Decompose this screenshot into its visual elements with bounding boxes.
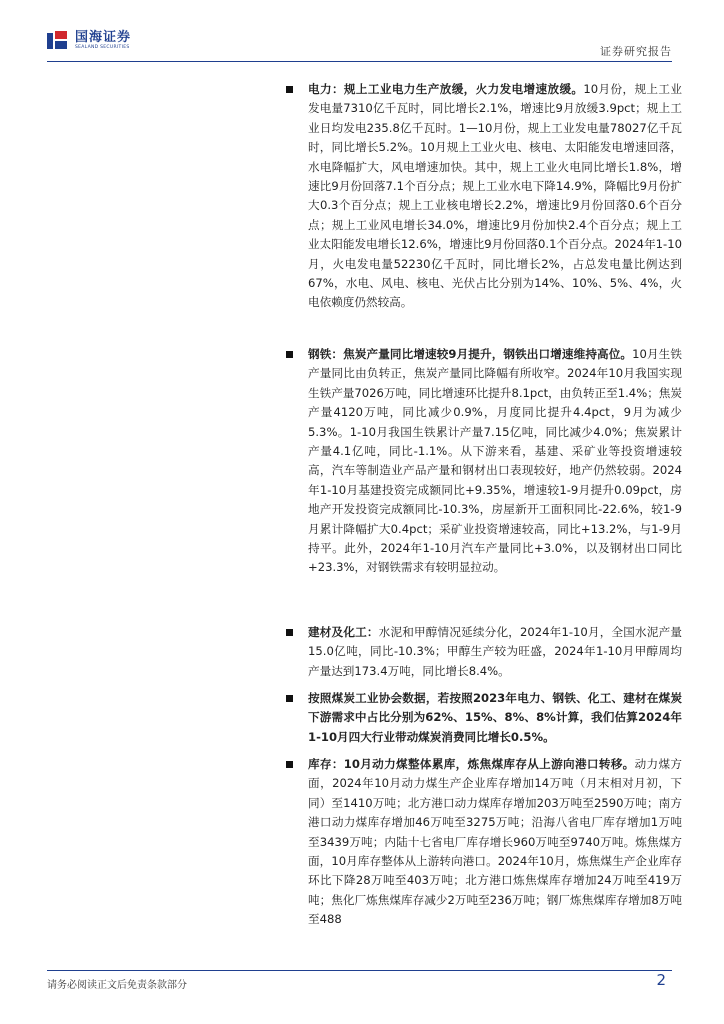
- paragraph-steel: [286, 345, 682, 578]
- paragraph-lead: 按照煤炭工业协会数据，若按照2023年电力、钢铁、化工、建材在煤炭下游需求中占比分别为62%、15%、8%、8%计算，我们估算2024年1-10月四大行业带动煤炭消费同比增长0.5%。: [308, 691, 682, 744]
- bullet-square-icon: [286, 629, 293, 636]
- paragraph-body: 10月生铁产量同比由负转正，焦炭产量同比降幅有所收窄。2024年10月我国实现生铁产量7026万吨，同比增速环比提升8.1pct，由负转正至1.4%；焦炭产量4120万吨，同比减少0.9%，月度同比提升4.4pct，9月为减少5.3%。1-10月我国生铁累计产量7.15亿吨，同比减少4.0%；焦炭累计产量4.1亿吨，同比-1.1%。从下游来看，基建、采矿业等投资增速较高，汽车等制造业产品产量和钢材出口表现较好，地产仍然较弱。2024年1-10月基建投资完成额同比+9.35%，增速较1-9月提升0.09pct，房地产开发投资完成额同比-10.3%，房屋新开工面积同比-22.6%，较1-9月累计降幅扩大0.4pct；采矿业投资增速较高，同比+13.2%，与1-9月持平。此外，2024年1-10月汽车产量同比+3.0%，以及钢材出口同比+23.3%，对钢铁需求有较明显拉动。: [308, 347, 682, 575]
- bullet-square-icon: [286, 86, 293, 93]
- paragraph-body: 动力煤方面，2024年10月动力煤生产企业库存增加14万吨（月末相对月初，下同）至1410万吨；北方港口动力煤库存增加203万吨至2590万吨；南方港口动力煤库存增加46万吨至3275万吨；沿海八省电厂库存增加1万吨至3439万吨；内陆十七省电厂库存增长960万吨至9740万吨。炼焦煤方面，10月库存整体从上游转向港口。2024年10月，炼焦煤生产企业库存环比下降28万吨至403万吨；北方港口炼焦煤库存增加24万吨至419万吨；焦化厂炼焦煤库存减少2万吨至236万吨；钢厂炼焦煤库存增加8万吨至488: [308, 757, 682, 927]
- logo-mark-icon: [47, 31, 69, 51]
- footer-divider: [47, 970, 672, 971]
- bullet-square-icon: [286, 351, 293, 358]
- paragraph-estimate: [286, 689, 682, 747]
- footer-disclaimer: 请务必阅读正文后免责条款部分: [47, 980, 187, 991]
- paragraph-lead: 库存：10月动力煤整体累库，炼焦煤库存从上游向港口转移。: [308, 757, 635, 771]
- report-type-label: 证券研究报告: [600, 45, 672, 58]
- bullet-square-icon: [286, 695, 293, 702]
- page-number: 2: [656, 971, 666, 989]
- paragraph-lead: 电力：规上工业电力生产放缓，火力发电增速放缓。: [308, 82, 584, 96]
- logo-chinese-name: 国海证券: [75, 30, 132, 46]
- paragraph-lead: 钢铁：焦炭产量同比增速较9月提升，钢铁出口增速维持高位。: [308, 347, 633, 361]
- paragraph-inventory: [286, 755, 682, 930]
- paragraph-body: 10月份，规上工业发电量7310亿千瓦时，同比增长2.1%，增速比9月放缓3.9pct；规上工业日均发电235.8亿千瓦时。1—10月份，规上工业发电量78027亿千瓦时，同比增长5.2%。10月规上工业火电、核电、太阳能发电增速回落，水电降幅扩大，风电增速加快。其中，规上工业火电同比增长1.8%，增速比9月份回落7.1个百分点；规上工业水电下降14.9%，降幅比9月份扩大0.3个百分点；规上工业核电增长2.2%，增速比9月份回落0.6个百分点；规上工业风电增长34.0%，增速比9月份加快2.4个百分点；规上工业太阳能发电增长12.6%，增速比9月份回落0.1个百分点。2024年1-10月，火电发电量52230亿千瓦时，同比增长2%，占总发电量比例达到67%，水电、风电、核电、光伏占比分别为14%、10%、5%、4%，火电依赖度仍然较高。: [308, 82, 682, 310]
- bullet-square-icon: [286, 761, 293, 768]
- company-logo: [47, 31, 131, 51]
- paragraph-power: [286, 80, 682, 313]
- paragraph-lead: 建材及化工：: [308, 625, 379, 639]
- paragraph-building-chemical: [286, 623, 682, 681]
- paragraph-body: 水泥和甲醇情况延续分化，2024年1-10月，全国水泥产量15.0亿吨，同比-10.3%；甲醇生产较为旺盛，2024年1-10月甲醇周均产量达到173.4万吨，同比增长8.4%。: [308, 625, 682, 678]
- header-divider: [47, 61, 672, 62]
- logo-english-name: SEALAND SECURITIES: [75, 45, 130, 51]
- page-header: [0, 0, 724, 62]
